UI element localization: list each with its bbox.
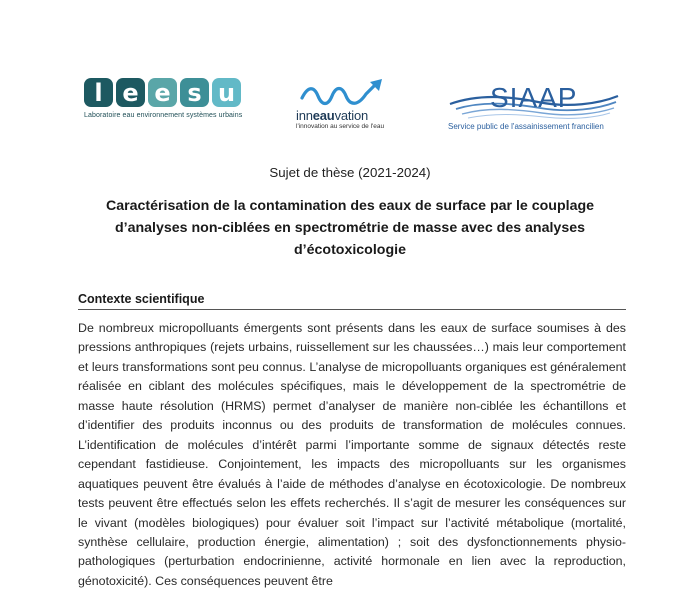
body-paragraph: De nombreux micropolluants émergents sont présents dans les eaux de surface soumises à des pressions anthropiques (rejets urbains, ruissellement sur les chaussées…) mais leur comportement et leurs transformations sont peu connus. L’analyse de micropolluants organiques est généralement réalisée en ciblant des molécules spécifiques, mais le développement de la spectrométrie de masse haute résolution (HRMS) permet d’analyser de manière non-ciblée les échantillons et d’identifier des produits inconnus ou des produits de transformation de molécules connues. L’identification de molécules d’intérêt parmi l’importante somme de signaux détectés reste cependant fastidieuse. Conjointement, les impacts des micropolluants sur les organismes aquatiques peuvent être évalués à l’aide de méthodes d’analyse en écotoxicologie. De nombreux tests peuvent être effectués selon les effets recherchés. Il s’agit de mesurer les conséquences sur le vivant (modèles biologiques) pour évaluer soit l’impact sur l’activité métabolique (mortalité, synthèse cellulaire, production énergie, alimentation) ; soit des dysfonctionnements physio-pathologiques (perturbation endocrinienne, activité hormonale en lien avec la reproduction, génotoxicité). Ces conséquences peuvent être (78, 321, 626, 588)
siaap-wordmark: SIAAP (490, 82, 578, 113)
siaap-logo (448, 82, 620, 132)
thesis-subtitle: Sujet de thèse (2021-2024) (269, 165, 431, 180)
section-heading: Contexte scientifique (78, 292, 205, 306)
leesu-letter: l (84, 78, 113, 107)
title-line: d’analyses non-ciblées en spectrométrie de masse avec des analyses (114, 220, 585, 236)
thesis-title (95, 195, 605, 261)
leesu-letter: e (116, 78, 145, 107)
inneauvation-wordmark (296, 108, 368, 123)
leesu-tagline: Laboratoire eau environnement systèmes urbains (84, 112, 243, 119)
title-line: Caractérisation de la contamination des eaux de surface par le couplage (105, 198, 595, 214)
wave-arrow-icon (300, 78, 390, 110)
title-line: d’écotoxicologie (294, 242, 406, 258)
inneauvation-tagline: l'innovation au service de l'eau (296, 123, 385, 130)
leesu-logo (84, 78, 254, 128)
inneauvation-logo (296, 78, 406, 133)
leesu-letter: u (212, 78, 241, 107)
inneauvation-bold: eau (312, 108, 335, 123)
section-divider (78, 309, 626, 310)
siaap-tagline: Service public de l'assainissement francilien (448, 122, 604, 131)
inneauvation-prefix: inn (296, 108, 313, 123)
leesu-letter: s (180, 78, 209, 107)
leesu-wordmark (84, 78, 254, 107)
inneauvation-suffix: vation (334, 108, 369, 123)
leesu-letter: e (148, 78, 177, 107)
